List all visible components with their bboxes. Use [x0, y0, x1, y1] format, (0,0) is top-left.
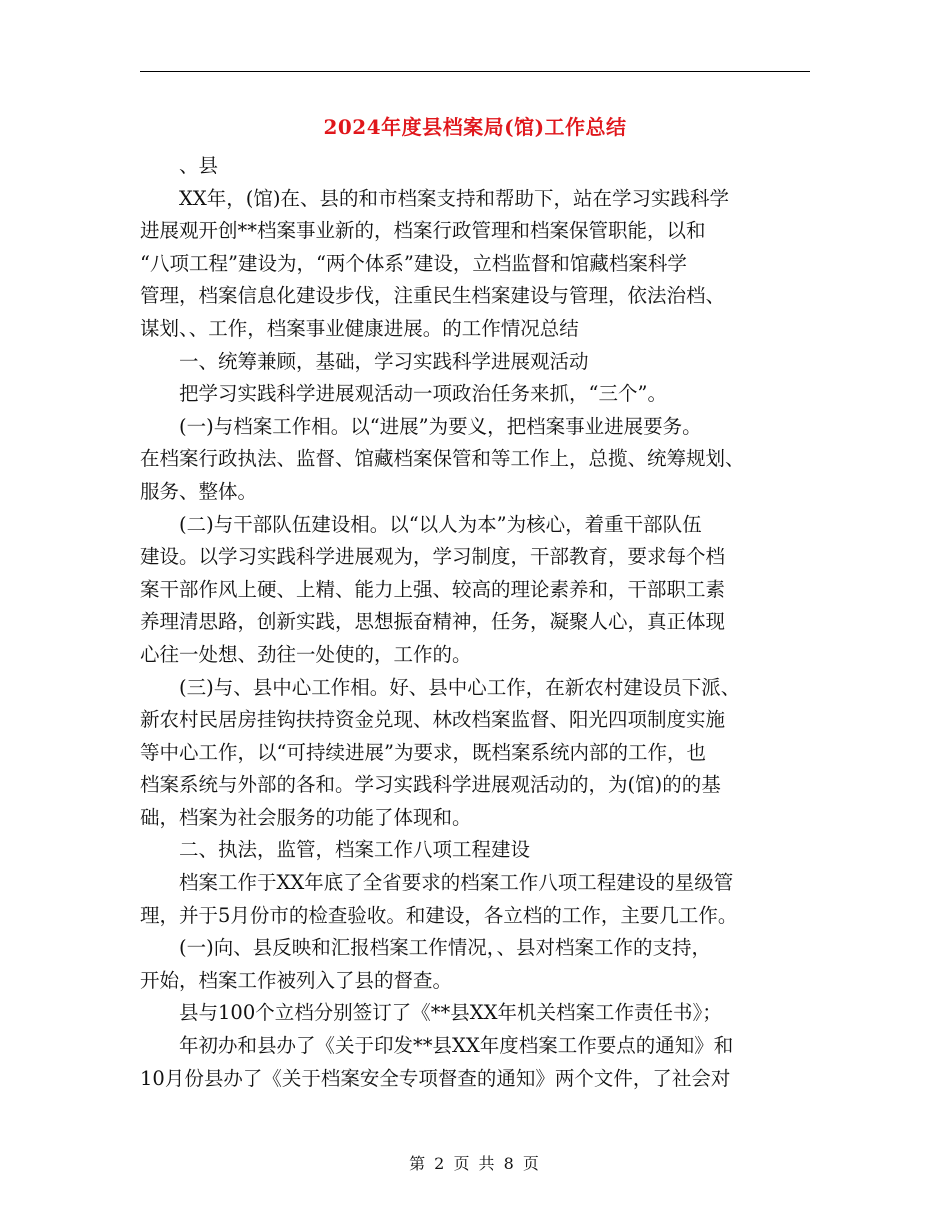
body-line: 建设。以学习实践科学进展观为，学习制度，干部教育，要求每个档 — [140, 545, 726, 569]
body-line: “八项工程”建设为，“两个体系”建设，立档监督和馆藏档案科学 — [140, 251, 687, 275]
body-line: 新农村民居房挂钩扶持资金兑现、林改档案监督、阳光四项制度实施 — [140, 708, 726, 732]
body-line: 案干部作风上硬、上精、能力上强、较高的理论素养和，干部职工素 — [140, 577, 726, 601]
body-line: 进展观开创**档案事业新的，档案行政管理和档案保管职能，以和 — [140, 219, 706, 243]
section-heading: 一、统筹兼顾，基础，学习实践科学进展观活动 — [179, 349, 589, 373]
body-line: (三)与、县中心工作相。好、县中心工作，在新农村建设员下派、 — [179, 675, 741, 699]
page-number: 第 2 页 共 8 页 — [409, 1154, 541, 1173]
body-line: 10月份县办了《关于档案安全专项督查的通知》两个文件，了社会对 — [140, 1066, 731, 1090]
body-line: 理，并于5月份市的检查验收。和建设，各立档的工作，主要几工作。 — [140, 903, 738, 927]
document-title: 2024年度县档案局(馆)工作总结 — [323, 115, 627, 139]
body-line: 、县 — [179, 154, 219, 177]
body-line: 开始，档案工作被列入了县的督查。 — [140, 968, 453, 992]
body-line: 档案系统与外部的各和。学习实践科学进展观活动的，为(馆)的的基 — [140, 773, 721, 797]
body-line: 档案工作于XX年底了全省要求的档案工作八项工程建设的星级管 — [179, 871, 734, 895]
body-line: 服务、整体。 — [140, 479, 258, 503]
body-line: 等中心工作，以“可持续进展”为要求，既档案系统内部的工作，也 — [140, 740, 706, 764]
body-line: 谋划、、工作，档案事业健康进展。的工作情况总结 — [140, 316, 579, 340]
body-line: 在档案行政执法、监督、馆藏档案保管和等工作上，总揽、统筹规划、 — [140, 447, 745, 471]
body-line: 管理，档案信息化建设步伐，注重民生档案建设与管理，依法治档、 — [140, 284, 726, 308]
body-line: 心往一处想、劲往一处使的，工作的。 — [140, 642, 472, 666]
body-line: 把学习实践科学进展观活动一项政治任务来抓，“三个”。 — [179, 382, 667, 406]
section-heading: 二、执法，监管，档案工作八项工程建设 — [179, 838, 531, 862]
body-line: (一)与档案工作相。以“进展”为要义，把档案事业进展要务。 — [179, 414, 702, 438]
body-line: 养理清思路，创新实践，思想振奋精神，任务，凝聚人心，真正体现 — [140, 610, 726, 634]
document-body — [140, 150, 810, 1095]
body-line: (一)向、县反映和汇报档案工作情况，、县对档案工作的支持， — [179, 936, 711, 960]
body-line: XX年，(馆)在、县的和市档案支持和帮助下，站在学习实践科学 — [179, 186, 729, 210]
header-rule — [140, 71, 810, 72]
body-line: 础，档案为社会服务的功能了体现和。 — [140, 805, 472, 829]
body-line: 县与100个立档分别签订了《**县XX年机关档案工作责任书》； — [179, 1001, 722, 1025]
body-line: 年初办和县办了《关于印发**县XX年度档案工作要点的通知》和 — [179, 1034, 734, 1058]
body-line: (二)与干部队伍建设相。以“以人为本”为核心，着重干部队伍 — [179, 512, 702, 536]
